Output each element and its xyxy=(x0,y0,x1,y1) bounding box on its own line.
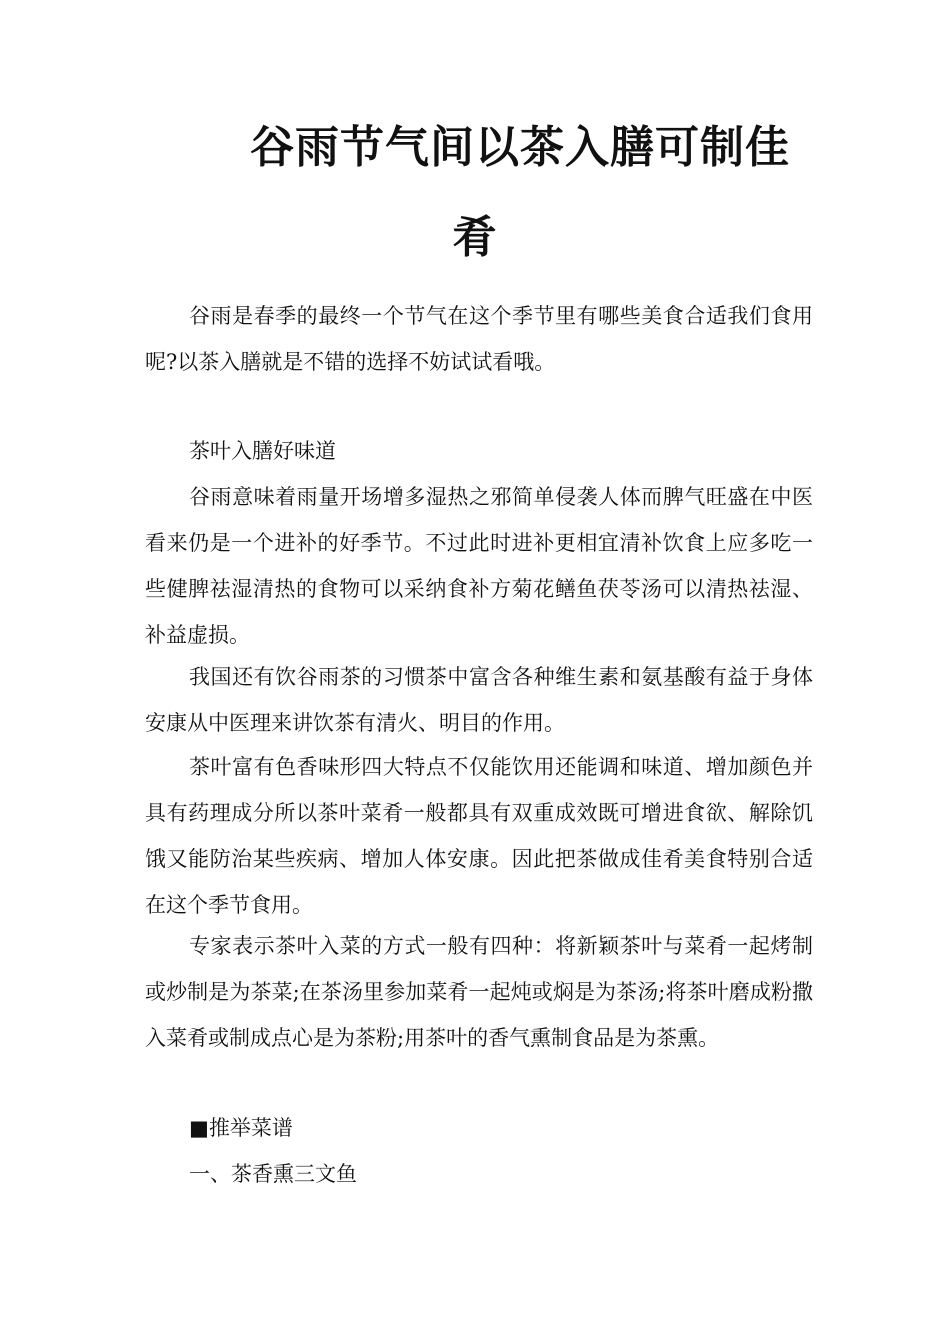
body-paragraph-1: 谷雨意味着雨量开场增多湿热之邪简单侵袭人体而脾气旺盛在中医看来仍是一个进补的好季节。不过此时进补更相宜清补饮食上应多吃一些健脾祛湿清热的食物可以采纳食补方菊花鳝鱼茯苓汤可以清热祛湿、补益虚损。 xyxy=(145,485,813,647)
body-paragraph-4: 专家表示茶叶入菜的方式一般有四种：将新颖茶叶与菜肴一起烤制或炒制是为茶菜;在茶汤里参加菜肴一起炖或焖是为茶汤;将茶叶磨成粉撒入菜肴或制成点心是为茶粉;用茶叶的香气熏制食品是为茶熏。 xyxy=(145,934,813,1050)
body-paragraph-3: 茶叶富有色香味形四大特点不仅能饮用还能调和味道、增加颜色并具有药理成分所以茶叶菜肴一般都具有双重成效既可增进食欲、解除饥饿又能防治某些疾病、增加人体安康。因此把茶做成佳肴美食特别合适在这个季节食用。 xyxy=(145,755,813,917)
document-title-line-2: 肴 xyxy=(452,212,498,263)
section-heading: 茶叶入膳好味道 xyxy=(189,439,336,463)
body-paragraph-2: 我国还有饮谷雨茶的习惯茶中富含各种维生素和氨基酸有益于身体安康从中医理来讲饮茶有清火、明目的作用。 xyxy=(145,665,813,735)
document-title-line-1: 谷雨节气间以茶入膳可制佳 xyxy=(250,122,790,173)
intro-paragraph: 谷雨是春季的最终一个节气在这个季节里有哪些美食合适我们食用呢?以茶入膳就是不错的选择不妨试试看哦。 xyxy=(145,304,813,374)
recipe-heading: ■推举菜谱 xyxy=(189,1116,293,1140)
recipe-item-1: 一、茶香熏三文鱼 xyxy=(189,1162,357,1186)
